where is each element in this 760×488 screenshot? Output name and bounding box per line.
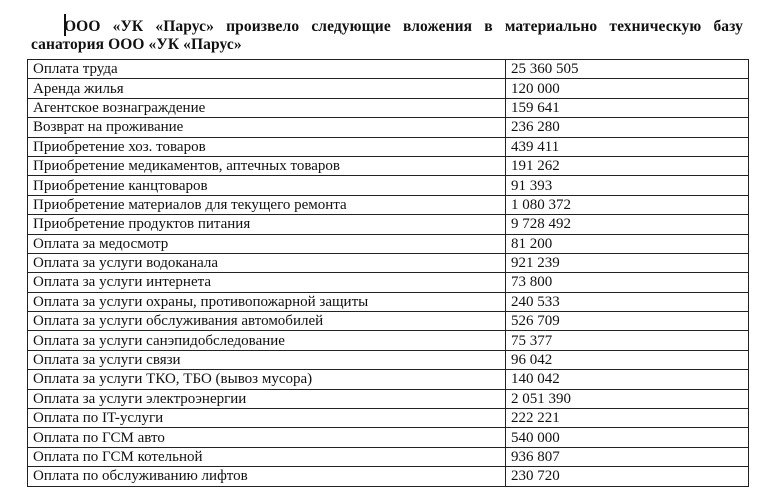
expense-amount-cell: 936 807 [506, 447, 749, 466]
table-row [28, 312, 749, 331]
expense-item-cell: Аренда жилья [28, 79, 506, 98]
table-row [28, 156, 749, 175]
table-row [28, 137, 749, 156]
table-row [28, 292, 749, 311]
expense-amount-cell: 2 051 390 [506, 389, 749, 408]
expense-item-cell: Приобретение хоз. товаров [28, 137, 506, 156]
table-row [28, 215, 749, 234]
expense-amount-cell: 120 000 [506, 79, 749, 98]
table-row [28, 409, 749, 428]
expense-item-cell: Оплата за услуги охраны, противопожарной защиты [28, 292, 506, 311]
table-row [28, 331, 749, 350]
expense-amount-cell: 921 239 [506, 253, 749, 272]
expense-item-cell: Оплата за услуги обслуживания автомобилей [28, 312, 506, 331]
table-row [28, 467, 749, 486]
heading-line-2: санатория ООО «УК «Парус» [31, 36, 242, 53]
expense-item-cell: Оплата по IT-услуги [28, 409, 506, 428]
expense-amount-cell: 222 221 [506, 409, 749, 428]
table-row [28, 447, 749, 466]
table-row [28, 370, 749, 389]
expense-amount-cell: 159 641 [506, 98, 749, 117]
expense-amount-cell: 191 262 [506, 156, 749, 175]
table-row [28, 273, 749, 292]
expense-amount-cell: 96 042 [506, 350, 749, 369]
expense-amount-cell: 439 411 [506, 137, 749, 156]
expense-item-cell: Оплата за услуги связи [28, 350, 506, 369]
table-row [28, 234, 749, 253]
expense-item-cell: Приобретение материалов для текущего ремонта [28, 195, 506, 214]
table-row [28, 389, 749, 408]
table-row [28, 176, 749, 195]
table-row [28, 350, 749, 369]
expense-amount-cell: 25 360 505 [506, 60, 749, 79]
table-row [28, 428, 749, 447]
expense-amount-cell: 230 720 [506, 467, 749, 486]
table-row [28, 118, 749, 137]
expense-amount-cell: 75 377 [506, 331, 749, 350]
expense-amount-cell: 236 280 [506, 118, 749, 137]
expense-item-cell: Оплата за услуги санэпидобследование [28, 331, 506, 350]
expense-item-cell: Приобретение продуктов питания [28, 215, 506, 234]
expense-item-cell: Приобретение медикаментов, аптечных товаров [28, 156, 506, 175]
expense-item-cell: Оплата труда [28, 60, 506, 79]
expense-amount-cell: 73 800 [506, 273, 749, 292]
table-row [28, 98, 749, 117]
expense-amount-cell: 1 080 372 [506, 195, 749, 214]
expense-amount-cell: 81 200 [506, 234, 749, 253]
expense-item-cell: Оплата за услуги водоканала [28, 253, 506, 272]
expense-amount-cell: 540 000 [506, 428, 749, 447]
expense-item-cell: Возврат на проживание [28, 118, 506, 137]
expenses-table [27, 59, 749, 487]
expense-item-cell: Приобретение канцтоваров [28, 176, 506, 195]
document-heading [31, 18, 743, 54]
expense-item-cell: Оплата по ГСМ авто [28, 428, 506, 447]
expense-amount-cell: 91 393 [506, 176, 749, 195]
expense-item-cell: Оплата за медосмотр [28, 234, 506, 253]
expense-item-cell: Оплата за услуги интернета [28, 273, 506, 292]
expense-amount-cell: 140 042 [506, 370, 749, 389]
heading-line-1: ООО «УК «Парус» произвело следующие вложения в материально техническую базу [64, 18, 743, 35]
table-row [28, 60, 749, 79]
expense-item-cell: Оплата по ГСМ котельной [28, 447, 506, 466]
expense-item-cell: Оплата за услуги электроэнергии [28, 389, 506, 408]
table-row [28, 195, 749, 214]
expense-amount-cell: 240 533 [506, 292, 749, 311]
table-row [28, 253, 749, 272]
expense-amount-cell: 9 728 492 [506, 215, 749, 234]
table-row [28, 79, 749, 98]
expense-item-cell: Агентское вознаграждение [28, 98, 506, 117]
expense-item-cell: Оплата по обслуживанию лифтов [28, 467, 506, 486]
expense-amount-cell: 526 709 [506, 312, 749, 331]
expense-item-cell: Оплата за услуги ТКО, ТБО (вывоз мусора) [28, 370, 506, 389]
